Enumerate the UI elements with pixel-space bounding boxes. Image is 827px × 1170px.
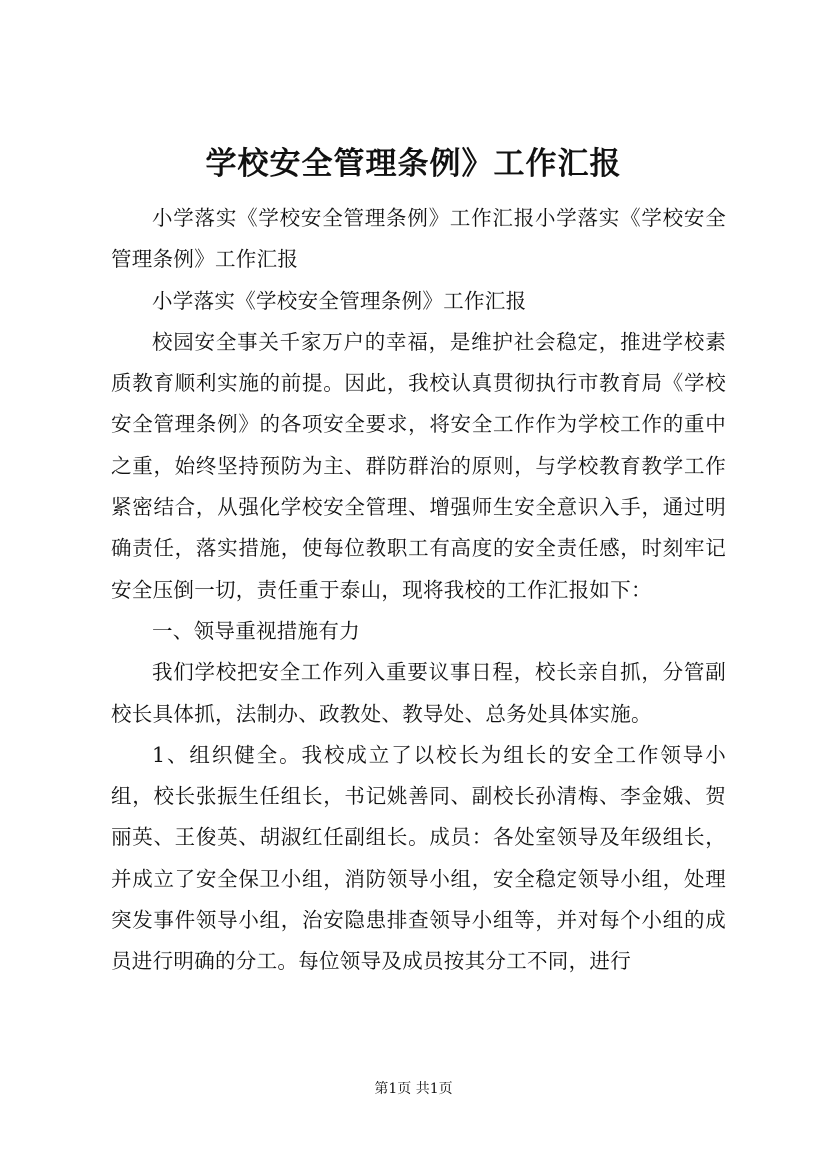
- section-heading: 一、领导重视措施有力: [152, 618, 360, 643]
- paragraph-preface: 校园安全事关千家万户的幸福，是维护社会稳定，推进学校素质教育顺利实施的前提。因此，我校认真贯彻执行市教育局《学校安全管理条例》的各项安全要求，将安全工作作为学校工作的重中之重，始终坚持预防为主、群防群治的原则，与学校教育教学工作紧密结合，从强化学校安全管理、增强师生安全意识入手，通过明确责任，落实措施，使每位教职工有高度的安全责任感，时刻牢记安全压倒一切，责任重于泰山，现将我校的工作汇报如下：: [111, 329, 726, 602]
- paragraph-organization: 1、组织健全。我校成立了以校长为组长的安全工作领导小组，校长张振生任组长，书记姚善同、副校长孙清梅、李金娥、贺丽英、王俊英、胡淑红任副组长。成员：各处室领导及年级组长，并成立了安全保卫小组，消防领导小组，安全稳定领导小组，处理突发事件领导小组，治安隐患排查领导小组等，并对每个小组的成员进行明确的分工。每位领导及成员按其分工不同，进行: [111, 742, 726, 974]
- paragraph-leadership: 我们学校把安全工作列入重要议事日程，校长亲自抓，分管副校长具体抓，法制办、政教处、教导处、总务处具体实施。: [111, 660, 726, 726]
- page-title: 学校安全管理条例》工作汇报: [205, 146, 622, 182]
- page-number-footer: 第1页 共1页: [374, 1081, 453, 1097]
- paragraph-subtitle: 小学落实《学校安全管理条例》工作汇报: [152, 288, 527, 313]
- document-body: [111, 198, 726, 983]
- paragraph-intro: 小学落实《学校安全管理条例》工作汇报小学落实《学校安全管理条例》工作汇报: [111, 206, 726, 272]
